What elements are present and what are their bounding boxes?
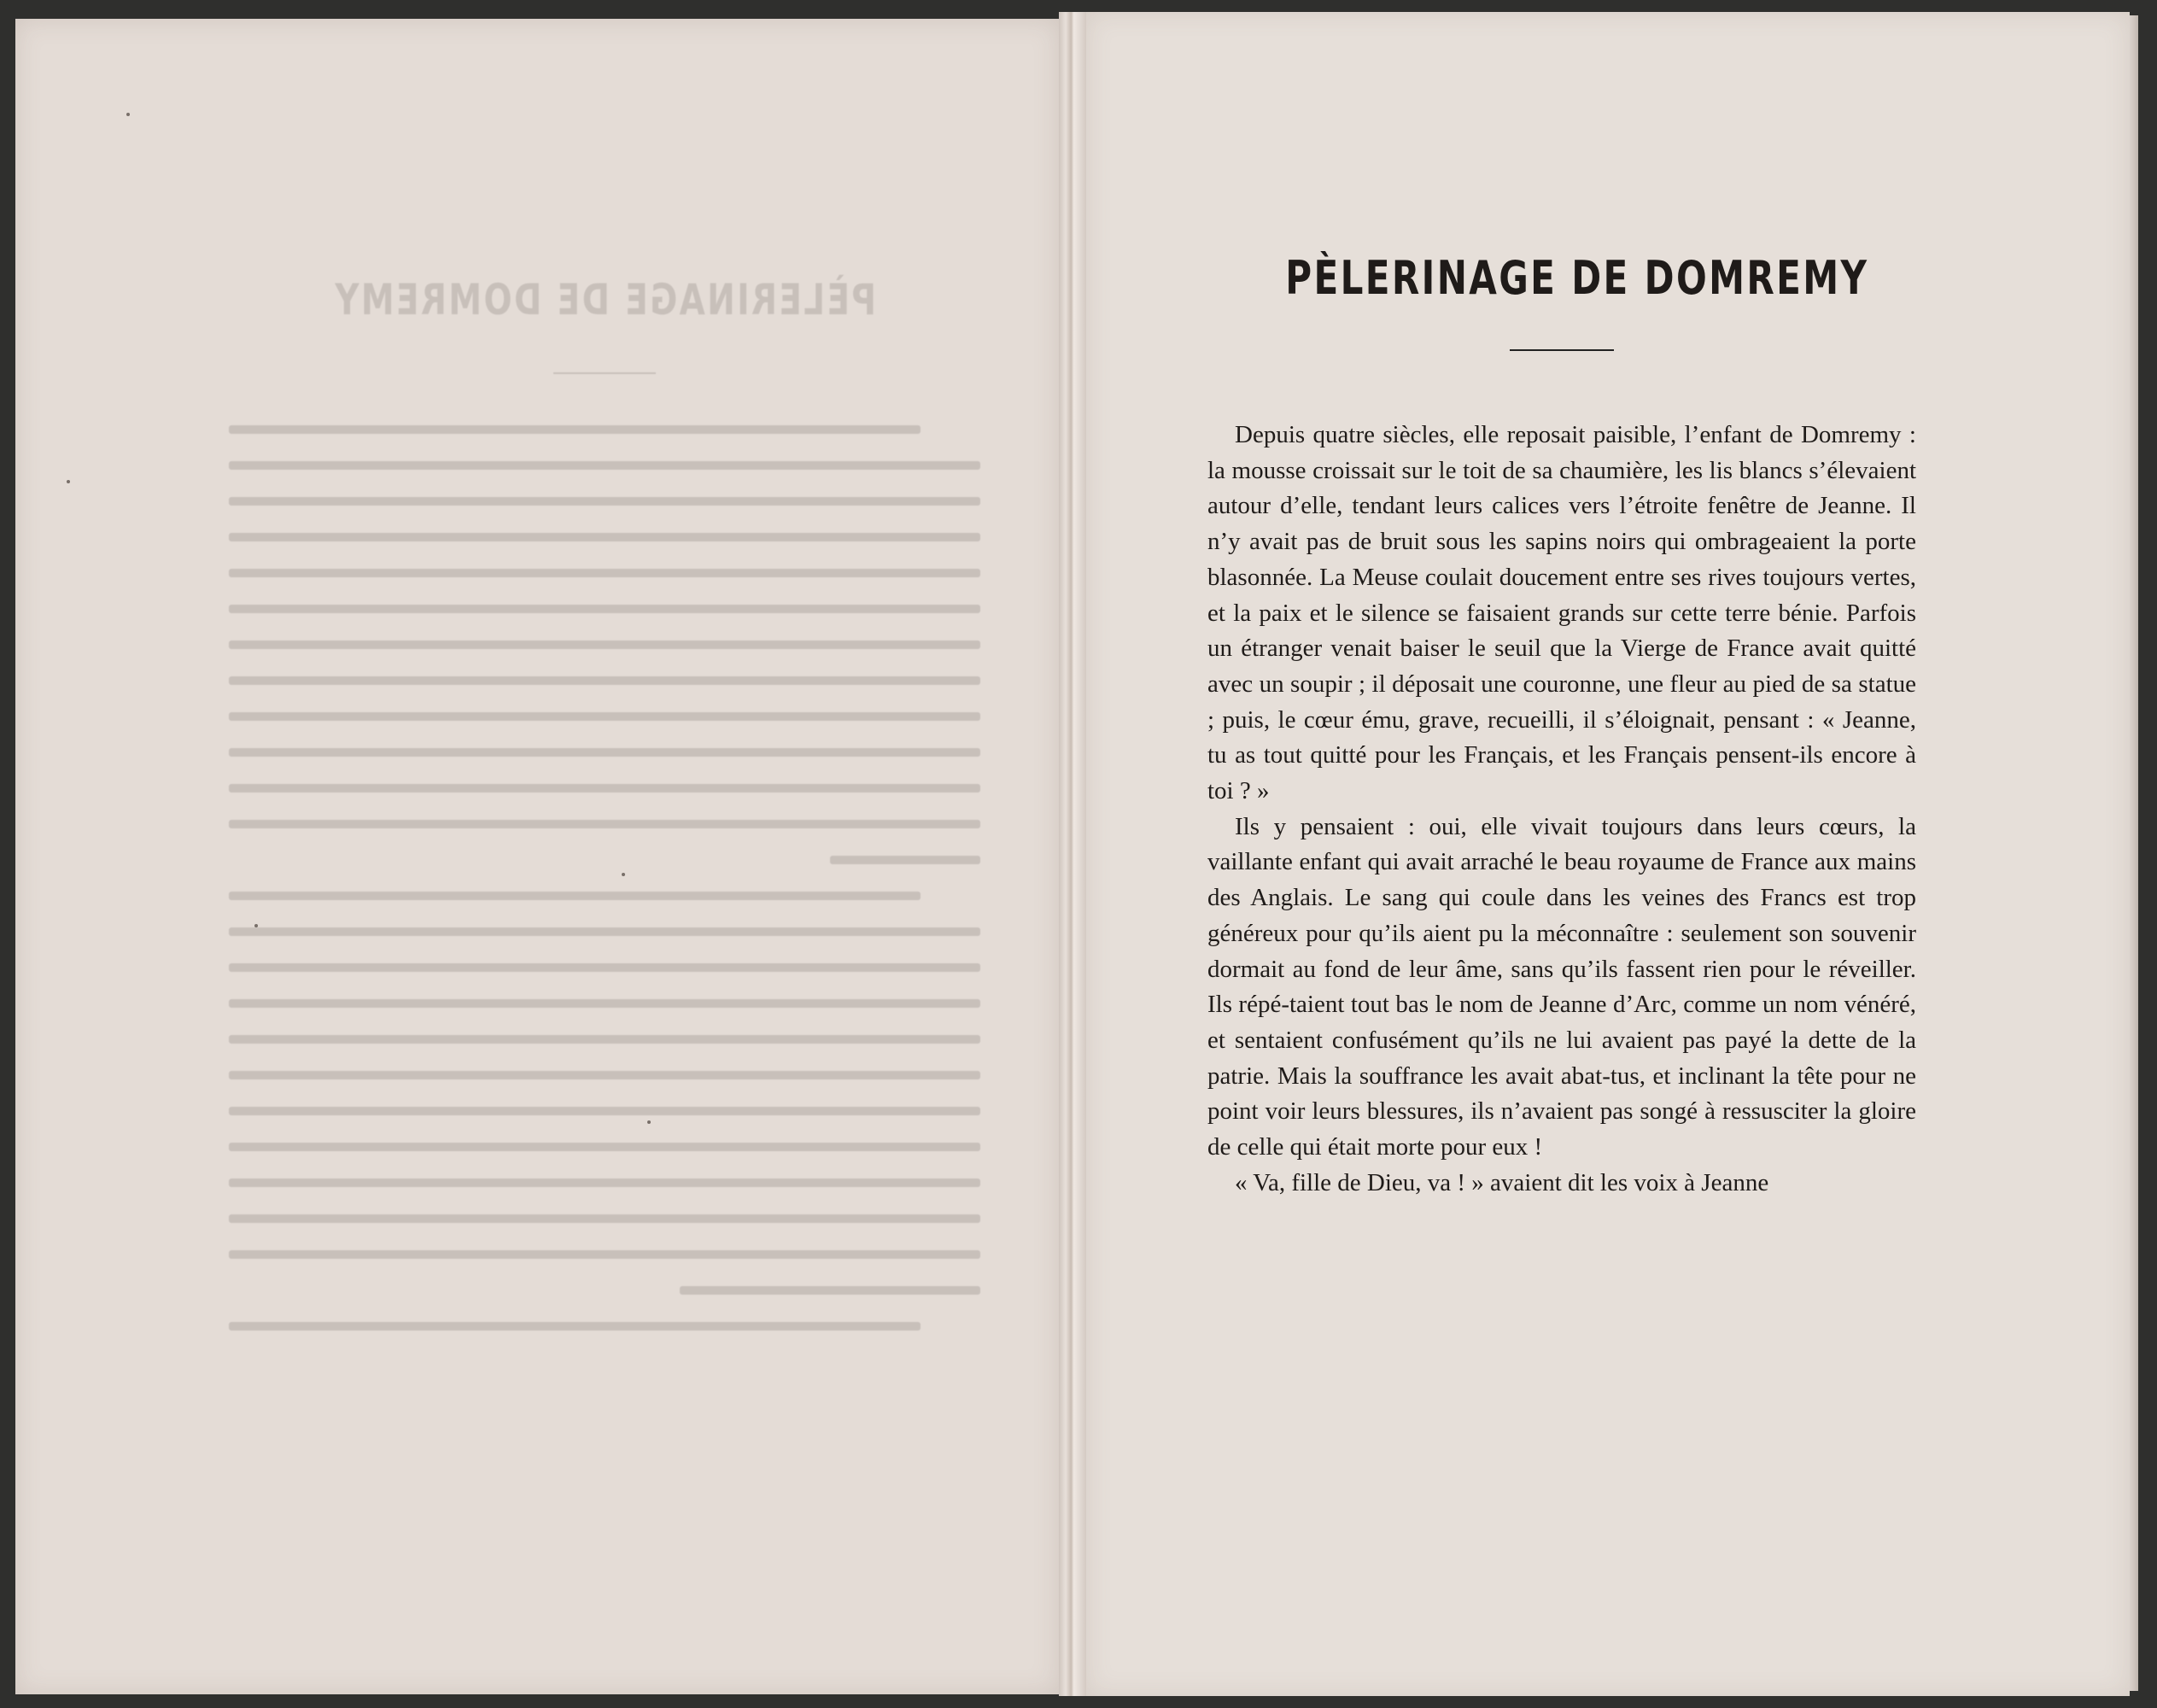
show-through-title: PÈLERINAGE DE DOMREMY: [332, 275, 877, 325]
page-title: PÈLERINAGE DE DOMREMY: [1285, 251, 1869, 305]
page-content: [1207, 251, 1916, 1201]
show-through-line: [229, 569, 980, 577]
page-edge: [2130, 15, 2138, 1691]
paper-speck: [622, 873, 625, 876]
show-through-line: [229, 1107, 980, 1115]
show-through-line: [229, 784, 980, 793]
show-through-line: [680, 1286, 980, 1295]
show-through-line: [229, 640, 980, 649]
paper-speck: [254, 924, 258, 927]
show-through-line: [229, 1250, 980, 1259]
show-through-line: [229, 1322, 921, 1331]
show-through-line: [830, 856, 980, 864]
show-through-line: [229, 820, 980, 828]
paragraph: Depuis quatre siècles, elle reposait paisible, l’enfant de Domremy : la mousse croissait sur le toit de sa chaumière, les lis blancs s’élevaient autour d’elle, tendant leurs calices vers l’étroite fenêtre de Jeanne. Il n’y avait pas de bruit sous les sapins noirs qui ombrageaient la porte blasonnée. La Meuse coulait doucement entre ses rives toujours vertes, et la paix et le silence se faisaient grands sur cette terre bénie. Parfois un étranger venait baiser le seuil que la Vierge de France avait quitté avec un soupir ; il déposait une couronne, une fleur au pied de sa statue ; puis, le cœur ému, grave, recueilli, il s’éloignait, pensant : « Jeanne, tu as tout quitté pour les Français, et les Français pensent-ils encore à toi ? »: [1207, 421, 1916, 805]
paragraph: « Va, fille de Dieu, va ! » avaient dit les voix à Jeanne: [1235, 1168, 1769, 1196]
right-page: [1086, 12, 2130, 1696]
show-through-line: [229, 1143, 980, 1151]
show-through-rule: [553, 372, 656, 374]
paragraph: Ils y pensaient : oui, elle vivait toujours dans leurs cœurs, la vaillante enfant qui avait arraché le beau royaume de France aux mains des Anglais. Le sang qui coule dans les veines des Francs est trop généreux pour qu’ils aient pu la méconnaître : seulement son souvenir dormait au fond de leur âme, sans qu’ils fassent rien pour le réveiller. Ils répé-taient tout bas le nom de Jeanne d’Arc, comme un nom vénéré, et sentaient confusément qu’ils ne lui avaient pas payé la dette de la patrie. Mais la souffrance les avait abat-tus, et inclinant la tête pour ne point voir leurs blessures, ils n’avaient pas songé à ressusciter la gloire de celle qui était morte pour eux !: [1207, 812, 1916, 1161]
show-through-line: [229, 676, 980, 685]
show-through-line: [229, 1214, 980, 1223]
show-through-line: [229, 461, 980, 470]
show-through-line: [229, 605, 980, 613]
show-through-line: [229, 1071, 980, 1079]
show-through-line: [229, 533, 980, 541]
show-through-line: [229, 425, 921, 434]
show-through-text: [229, 275, 980, 1358]
left-page: [15, 19, 1059, 1694]
paper-speck: [126, 113, 130, 116]
body-text: [1207, 418, 1916, 1201]
show-through-line: [229, 1179, 980, 1187]
paper-speck: [67, 480, 70, 483]
show-through-line: [229, 963, 980, 972]
book-gutter: [1059, 12, 1086, 1696]
show-through-line: [229, 927, 980, 936]
show-through-line: [229, 712, 980, 721]
show-through-line: [229, 748, 980, 757]
show-through-line: [229, 892, 921, 900]
paper-speck: [647, 1120, 651, 1124]
title-rule: [1510, 349, 1614, 351]
show-through-line: [229, 497, 980, 506]
show-through-line: [229, 999, 980, 1008]
show-through-line: [229, 1035, 980, 1044]
